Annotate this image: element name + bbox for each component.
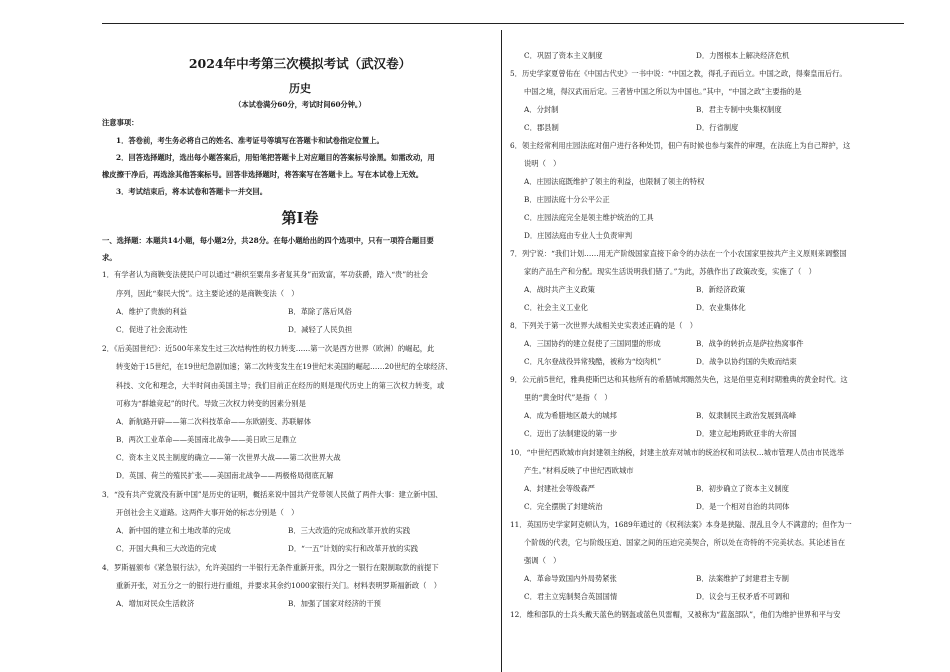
part-intro: 求。: [102, 253, 117, 262]
question-text: 3．“没有共产党就没有新中国”是历史的证明，概括来说中国共产党带领人民做了两件大事：建立新中国、: [102, 490, 443, 499]
question-text: 11．英国历史学家阿克顿认为，1689年通过的《权利法案》本身是狭隘、混乱且令人不满意的；但作为一: [510, 520, 852, 529]
option: C．社会主义工业化: [524, 303, 588, 312]
option: A．三国协约的建立促使了三国同盟的形成: [524, 339, 661, 348]
part-intro: 一、选择题：本题共14小题，每小题2分，共28分。在每小题给出的四个选项中，只有一项符合题目要: [102, 236, 434, 245]
option: D．建立起地跨欧亚非的大帝国: [696, 429, 797, 438]
option: B．三大改造的完成和改革开放的实践: [288, 526, 411, 535]
option: D．战争以协约国的失败而结束: [696, 357, 797, 366]
option: A．维护了贵族的利益: [116, 307, 187, 316]
option: C．凡尔登战役异常残酷，被称为“绞肉机”: [524, 357, 662, 366]
instruction-line: 2．回答选择题时，选出每小题答案后，用铅笔把答题卡上对应题目的答案标号涂黑。如需改动，用: [116, 153, 435, 162]
option: A．战时共产主义政策: [524, 285, 595, 294]
question-text: 里的“黄金时代”是指（ ）: [524, 393, 612, 402]
top-rule: [102, 23, 904, 24]
option: C．促进了社会流动性: [116, 325, 188, 334]
question-text: 重新开张，对五分之一的银行进行重组，并要求其余约1000家银行关门。材料表明罗斯福新政（ ）: [116, 581, 442, 590]
question-text: 序列，因此“秦民大悦”。这主要论述的是商鞅变法（ ）: [116, 289, 299, 298]
question-text: 5．历史学家夏曾佑在《中国古代史》一书中说：“中国之教，得孔子而后立。中国之政，得秦皇而后行。: [510, 69, 847, 78]
option: B．庄园法庭十分公平公正: [524, 195, 610, 204]
exam-title: 2024年中考第三次模拟考试（武汉卷）: [188, 56, 412, 71]
question-text: 产生。”材料反映了中世纪西欧城市: [524, 466, 634, 475]
instruction-line: 1．答卷前，考生务必将自己的姓名、准考证号等填写在答题卡和试卷指定位置上。: [116, 136, 384, 145]
question-text: 中国之境，得汉武而后定。三者皆中国之所以为中国也。”其中，“中国之政”主要指的是: [524, 87, 802, 96]
option: C．君主立宪制契合英国国情: [524, 592, 618, 601]
option: D．议会与王权矛盾不可调和: [696, 592, 790, 601]
option: A．新中国的建立和土地改革的完成: [116, 526, 231, 535]
question-text: 12．维和部队的士兵头戴天蓝色的钢盔或蓝色贝雷帽，又被称为“蓝盔部队”，他们为维护世界和平与安: [510, 610, 841, 619]
section-title: 第Ⅰ卷: [281, 209, 319, 227]
instruction-line: 3．考试结束后，将本试卷和答题卡一并交回。: [116, 187, 268, 196]
instructions-heading: 注意事项：: [102, 118, 139, 127]
option: D．行省制度: [696, 123, 739, 132]
question-text: 强调（ ）: [524, 556, 561, 565]
option: B．奴隶制民主政治发展到高峰: [696, 411, 797, 420]
option: C．开国大典和三大改造的完成: [116, 544, 217, 553]
option: A．封建社会等级森严: [524, 484, 595, 493]
question-text: 10．“中世纪西欧城市向封建领主纳税，封建主放弃对城市的统治权和司法权…城市管理人员由市民选举: [510, 448, 845, 457]
option: B．两次工业革命——美国南北战争——美日欧三足鼎立: [116, 435, 297, 444]
question-text: 说明（ ）: [524, 159, 561, 168]
question-text: 2．《后美国世纪》：近500年来发生过三次结构性的权力转变……第一次是西方世界（欧洲）的崛起，此: [102, 344, 435, 353]
question-text: 7．列宁说：“我们计划……用无产阶级国家直接下命令的办法在一个小农国家里按共产主义原则来调整国: [510, 249, 847, 258]
option: A．增加对民众生活救济: [116, 599, 195, 608]
option: B．战争的转折点是萨拉热窝事件: [696, 339, 804, 348]
option: C．巩固了资本主义制度: [524, 51, 603, 60]
option: A．分封制: [524, 105, 559, 114]
instruction-line: 橡皮擦干净后，再选涂其他答案标号。回答非选择题时，将答案写在答题卡上。写在本试卷上无效。: [102, 170, 424, 179]
question-text: 科技、文化和理念，大半时间由美国主导；我们目前正在经历的则是现代历史上的第三次权力转变，或: [116, 381, 445, 390]
exam-note: （本试卷满分60分，考试时间60分钟。）: [234, 100, 366, 109]
option: A．成为希腊地区最大的城邦: [524, 411, 617, 420]
option: B．法案维护了封建君主专制: [696, 574, 789, 583]
question-text: 转变始于15世纪，在19世纪急剧加速；第二次转变发生在19世纪末美国的崛起……20世纪的全球经济、: [116, 362, 453, 371]
subject-title: 历史: [289, 82, 311, 95]
option: D．庄园法庭由专业人士负责审判: [524, 231, 633, 240]
question-text: 8．下列关于第一次世界大战相关史实表述正确的是（ ）: [510, 321, 698, 330]
option: D．英国、荷兰的殖民扩张——美国南北战争——两极格局彻底瓦解: [116, 471, 334, 480]
option: B．初步确立了资本主义制度: [696, 484, 789, 493]
question-text: 1．有学者认为商鞅变法使民户可以通过“耕织至粟帛多者复其身”而致富，军功获爵，踏入“贵”的社会: [102, 270, 429, 279]
question-text: 家的产品生产和分配。现实生活说明我们错了。”为此，苏俄作出了政策改变，实施了（ ）: [524, 267, 816, 276]
option: B．革除了落后风俗: [288, 307, 352, 316]
question-text: 可称为“群雄竞起”的时代。导致三次权力转变的因素分别是: [116, 399, 306, 408]
option: C．完全摆脱了封建统治: [524, 502, 603, 511]
option: D．减轻了人民负担: [288, 325, 353, 334]
option: B．君主专制中央集权制度: [696, 105, 782, 114]
question-text: 6．领主经常利用庄园法庭对佃户进行各种处罚，佃户有时候也参与案件的审理，在法庭上为自己辩护，这: [510, 141, 851, 150]
option: D．力图根本上解决经济危机: [696, 51, 790, 60]
option: D．农业集体化: [696, 303, 746, 312]
option: C．庄园法庭完全是领主维护统治的工具: [524, 213, 654, 222]
option: B．新经济政策: [696, 285, 746, 294]
option: C．迈出了法制建设的第一步: [524, 429, 618, 438]
option: D．是一个相对自治的共同体: [696, 502, 790, 511]
option: C．郡县制: [524, 123, 559, 132]
question-text: 4．罗斯福颁布《紧急银行法》，允许美国约一半银行无条件重新开张，四分之一银行在限制取款的前提下: [102, 563, 439, 572]
option: D．“一五”计划的实行和改革开放的实践: [288, 544, 419, 553]
column-divider: [501, 30, 502, 672]
option: A．革命导致国内外局势紧张: [524, 574, 617, 583]
question-text: 9．公元前5世纪，雅典使斯巴达和其他所有的希腊城邦黯然失色，这是伯里克利时期雅典的黄金时代。这: [510, 375, 848, 384]
question-text: 个阶级的代表，它与阶级压迫、国家之间的压迫完美契合，所以处在奇特的不完美状态。其论述旨在: [524, 538, 846, 547]
option: A．庄园法庭既维护了领主的利益，也限制了领主的特权: [524, 177, 705, 186]
option: B．加强了国家对经济的干预: [288, 599, 381, 608]
option: A．新航路开辟——第二次科技革命——东欧剧变、苏联解体: [116, 417, 311, 426]
option: C．资本主义民主制度的确立——第一次世界大战——第二次世界大战: [116, 453, 341, 462]
question-text: 开创社会主义道路。这两件大事开始的标志分别是（ ）: [116, 508, 299, 517]
